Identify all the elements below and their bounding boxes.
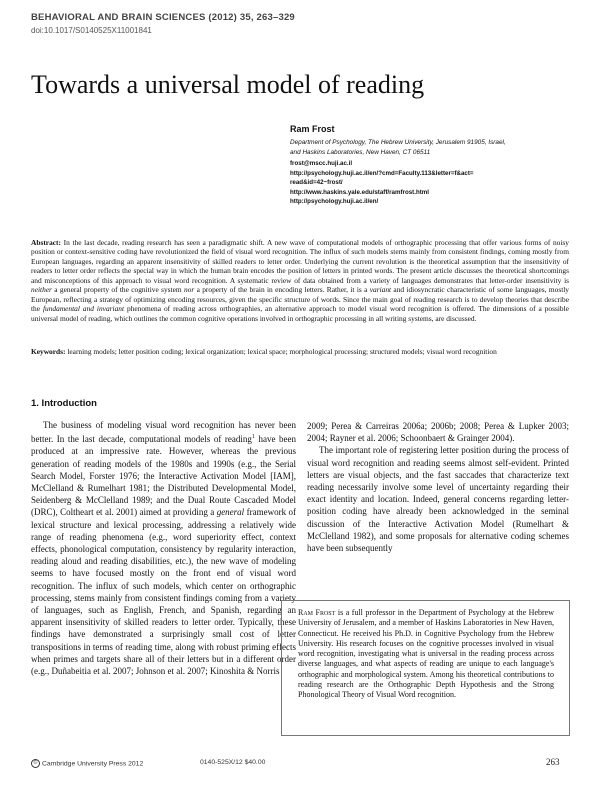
paragraph-text: The business of modeling visual word recognition has never been better. In the last decade, computational models of reading — [31, 420, 296, 445]
author-email-link[interactable]: frost@mscc.huji.ac.il — [290, 160, 353, 167]
journal-name: BEHAVIORAL AND BRAIN SCIENCES (2012) — [31, 12, 238, 23]
keywords-label: Keywords: — [31, 347, 66, 356]
abstract-text: a property of the brain in encoding letters. Rather, it is a — [194, 285, 370, 295]
paragraph-emphasis: general — [216, 507, 245, 518]
keywords-text: learning models; letter position coding; lexical organization; lexical space; morphological processing; structured models; visual word recognition — [65, 347, 497, 356]
paragraph-text: framework of lexical structure and lexical processing, addressing a relatively wide range of reading phenomena (e.g., word superiority effect, context effects, phonological computation, consistency by regularity interaction, reading aloud and reading disabilities, etc.), the new wave of modeling seems to have focused mostly on the front end of visual word recognition. The influx of such models, which center on orthographic processing, stems mainly from consistent findings coming from a variety of languages, such as English, French, and Spanish, regarding an apparent insensitivity of skilled readers to letter order. Typically, these findings have demonstrated a surprisingly small cost of letter transpositions in terms of reading time, along with robust priming effects when primes and targets share all of their letters but in a different order (e.g., Duñabeitia et al. 2007; Johnson et al. 2007; Kinoshita & Norris — [31, 507, 296, 677]
affiliation-line-1: Department of Psychology, The Hebrew University, Jerusalem 91905, Israel, — [290, 139, 506, 146]
copyright-text: Cambridge University Press 2012 — [42, 760, 144, 768]
footer-copyright — [31, 759, 143, 768]
abstract-label: Abstract: — [31, 238, 61, 247]
abstract-text: a general property of the cognitive system — [51, 285, 184, 295]
author-name: Ram Frost — [290, 124, 335, 134]
author-links — [290, 159, 474, 207]
haskins-link[interactable]: http://www.haskins.yale.edu/staff/ramfrost.html — [290, 188, 430, 196]
abstract-emphasis: nor — [183, 285, 195, 295]
author-bio-box — [281, 600, 570, 736]
faculty-link-continued[interactable]: read&id=42~frost/ — [290, 179, 343, 186]
page-number: 263 — [546, 757, 560, 767]
footer-issn: 0140-525X/12 $40.00 — [200, 759, 266, 766]
abstract-text: and idiosyncratic characteristic of some languages, mostly European, reflecting a strategy of optimizing encoding resources, given the specific structure of words. Since the main goal of reading research is to develop theories that describe the — [31, 285, 569, 314]
footnote-marker[interactable]: 1 — [251, 434, 255, 441]
abstract-emphasis: variant — [369, 285, 392, 295]
bio-author-name: Ram Frost — [298, 608, 336, 617]
paragraph-text: have been produced at an impressive rate. However, whereas the previous generation of reading models of the 1980s and 1990s (e.g., the Serial Search Model, Forster 1976; the Interactive Activation Model [IAM], McClelland & Rumelhart 1981; the Distributed Developmental Model, Seidenberg & McClelland 1989; and the Dual Route Cascaded Model (DRC), Coltheart et al. 2001) aimed at providing a — [31, 434, 296, 518]
paragraph — [31, 419, 296, 677]
body-column-right — [307, 420, 569, 554]
psychology-link[interactable]: http://psychology.huji.ac.il/en/ — [290, 198, 379, 205]
author-affiliation — [290, 138, 560, 158]
paragraph: 2009; Perea & Carreiras 2006a; 2006b; 2008; Perea & Lupker 2003; 2004; Rayner et al. 2006; Schoonbaert & Grainger 2004). — [307, 421, 569, 444]
abstract-text: phenomena of reading across orthographies, an alternative approach to model visual word recognition is offered. The dimensions of a possible universal model of reading, which outlines the common cognitive operations involved in orthographic processing in all writing systems, are discussed. — [31, 304, 569, 323]
journal-header — [31, 12, 295, 23]
abstract-emphasis: neither — [31, 285, 52, 295]
abstract-emphasis: fundamental and invariant — [42, 304, 125, 314]
keywords — [31, 347, 569, 356]
faculty-link[interactable]: http://psychology.huji.ac.il/en/?cmd=Faculty.113&letter=f&act= — [290, 169, 474, 177]
doi: doi:10.1017/S0140525X11001841 — [31, 26, 152, 35]
journal-pages: , 263–329 — [250, 12, 295, 23]
body-column-left — [31, 419, 296, 677]
journal-volume: 35 — [239, 12, 251, 23]
article-title: Towards a universal model of reading — [31, 70, 425, 99]
affiliation-line-2: and Haskins Laboratories, New Haven, CT 06511 — [290, 149, 431, 156]
paragraph: The important role of registering letter position during the process of visual word recognition and reading seems almost self-evident. Printed letters are visual objects, and the fast saccades that characterize text reading necessarily involve some level of uncertainty regarding their exact identity and location. Indeed, general concerns regarding letter-position coding have already been acknowledged in the seminal discussion of the Interactive Activation Model (Rumelhart & McClelland 1982), and some proposals for alternative coding schemes have been subsequently — [307, 445, 569, 554]
copyright-icon: © — [31, 759, 40, 768]
abstract — [31, 238, 569, 323]
bio-text: is a full professor in the Department of Psychology at the Hebrew University of Jerusalem, and a member of Haskins Laboratories in New Haven, Connecticut. He received his Ph.D. in Cognitive Psychology from the Hebrew University. His research focuses on the cognitive processes involved in visual word recognition, investigating what is universal in the reading process across diverse languages, and what aspects of reading are unique to each language's orthographic and morphological system. Among his theoretical contributions to reading research are the Orthographic Depth Hypothesis and the Strong Phonological Theory of Visual Word recognition. — [298, 608, 555, 700]
abstract-text: In the last decade, reading research has seen a paradigmatic shift. A new wave of computational models of orthographic processing that offer various forms of noisy position or context-sensitive coding have revolutionized the field of visual word recognition. The influx of such models stems mainly from consistent findings, coming mostly from European languages, regarding an apparent insensitivity of skilled readers to letter order. Underlying the current revolution is the theoretical assumption that the insensitivity of readers to letter order reflects the special way in which the human brain encodes the position of letters in printed words. The present article discusses the theoretical shortcomings and misconceptions of this approach to visual word recognition. A systematic review of data obtained from a variety of languages demonstrates that letter-order insensitivity is — [31, 238, 569, 285]
section-heading-introduction: 1. Introduction — [31, 398, 97, 409]
